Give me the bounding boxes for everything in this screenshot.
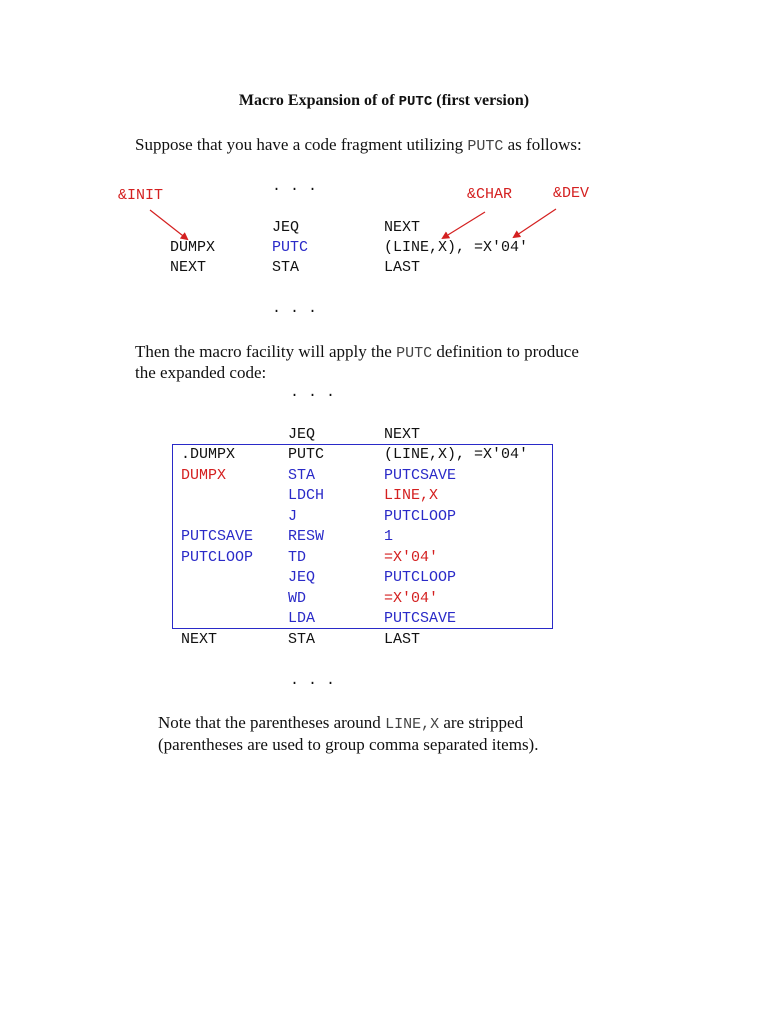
then-paragraph-line1	[135, 342, 579, 362]
expanded-op: LDCH	[288, 487, 325, 504]
fragment-label: DUMPX	[170, 239, 216, 256]
expanded-operand: LINE,X	[384, 487, 439, 504]
annotation-dev: &DEV	[553, 185, 590, 202]
expanded-operand: PUTCLOOP	[384, 569, 457, 586]
note-line1	[158, 713, 523, 733]
ellipsis-expanded-bottom: . . .	[290, 672, 336, 689]
note-after: are stripped	[439, 713, 524, 732]
intro-before: Suppose that you have a code fragment utilizing	[135, 135, 468, 154]
arrow-char-icon	[443, 212, 485, 238]
expanded-operand: PUTCLOOP	[384, 508, 457, 525]
intro-code: PUTC	[467, 138, 504, 155]
note-code: LINE,X	[385, 716, 440, 733]
fragment-operand: (LINE,X), =X'04'	[384, 239, 529, 256]
ellipsis-expanded-top: . . .	[290, 384, 336, 401]
fragment-op: JEQ	[272, 219, 300, 236]
page-title	[0, 92, 768, 110]
expanded-op: JEQ	[288, 426, 316, 443]
then-after: definition to produce	[432, 342, 579, 361]
intro-paragraph	[135, 135, 582, 155]
title-text-after: (first version)	[432, 92, 530, 109]
expanded-op: TD	[288, 549, 307, 566]
expanded-label: .DUMPX	[181, 446, 236, 463]
ellipsis-fragment-bottom: . . .	[272, 300, 318, 317]
expanded-op: J	[288, 508, 298, 525]
arrow-dev-icon	[514, 209, 556, 237]
expanded-operand: PUTCSAVE	[384, 610, 457, 627]
expanded-label: NEXT	[181, 631, 218, 648]
expanded-operand: =X'04'	[384, 590, 439, 607]
title-text-before: Macro Expansion of of	[238, 92, 399, 109]
expanded-op: LDA	[288, 610, 316, 627]
fragment-op: PUTC	[272, 239, 309, 256]
expanded-op: STA	[288, 467, 316, 484]
note-line2: (parentheses are used to group comma separated items).	[158, 735, 539, 754]
expanded-operand: PUTCSAVE	[384, 467, 457, 484]
expanded-label: DUMPX	[181, 467, 227, 484]
expanded-operand: =X'04'	[384, 549, 439, 566]
intro-after: as follows:	[503, 135, 582, 154]
expanded-operand: NEXT	[384, 426, 421, 443]
fragment-label: NEXT	[170, 259, 207, 276]
fragment-op: STA	[272, 259, 300, 276]
fragment-operand: NEXT	[384, 219, 421, 236]
expanded-operand: LAST	[384, 631, 421, 648]
expanded-op: RESW	[288, 528, 325, 545]
annotation-char: &CHAR	[467, 186, 513, 203]
expanded-op: STA	[288, 631, 316, 648]
title-code: PUTC	[398, 94, 433, 110]
expanded-operand: 1	[384, 528, 394, 545]
expanded-operand: (LINE,X), =X'04'	[384, 446, 529, 463]
expanded-op: JEQ	[288, 569, 316, 586]
arrow-init-icon	[150, 210, 187, 239]
ellipsis-fragment-top: . . .	[272, 178, 318, 195]
then-code: PUTC	[396, 345, 433, 362]
then-paragraph-line2: the expanded code:	[135, 363, 267, 382]
expanded-label: PUTCLOOP	[181, 549, 254, 566]
expanded-label: PUTCSAVE	[181, 528, 254, 545]
note-before: Note that the parentheses around	[158, 713, 386, 732]
expanded-op: PUTC	[288, 446, 325, 463]
fragment-operand: LAST	[384, 259, 421, 276]
expanded-op: WD	[288, 590, 307, 607]
then-before: Then the macro facility will apply the	[135, 342, 397, 361]
annotation-init: &INIT	[118, 187, 164, 204]
